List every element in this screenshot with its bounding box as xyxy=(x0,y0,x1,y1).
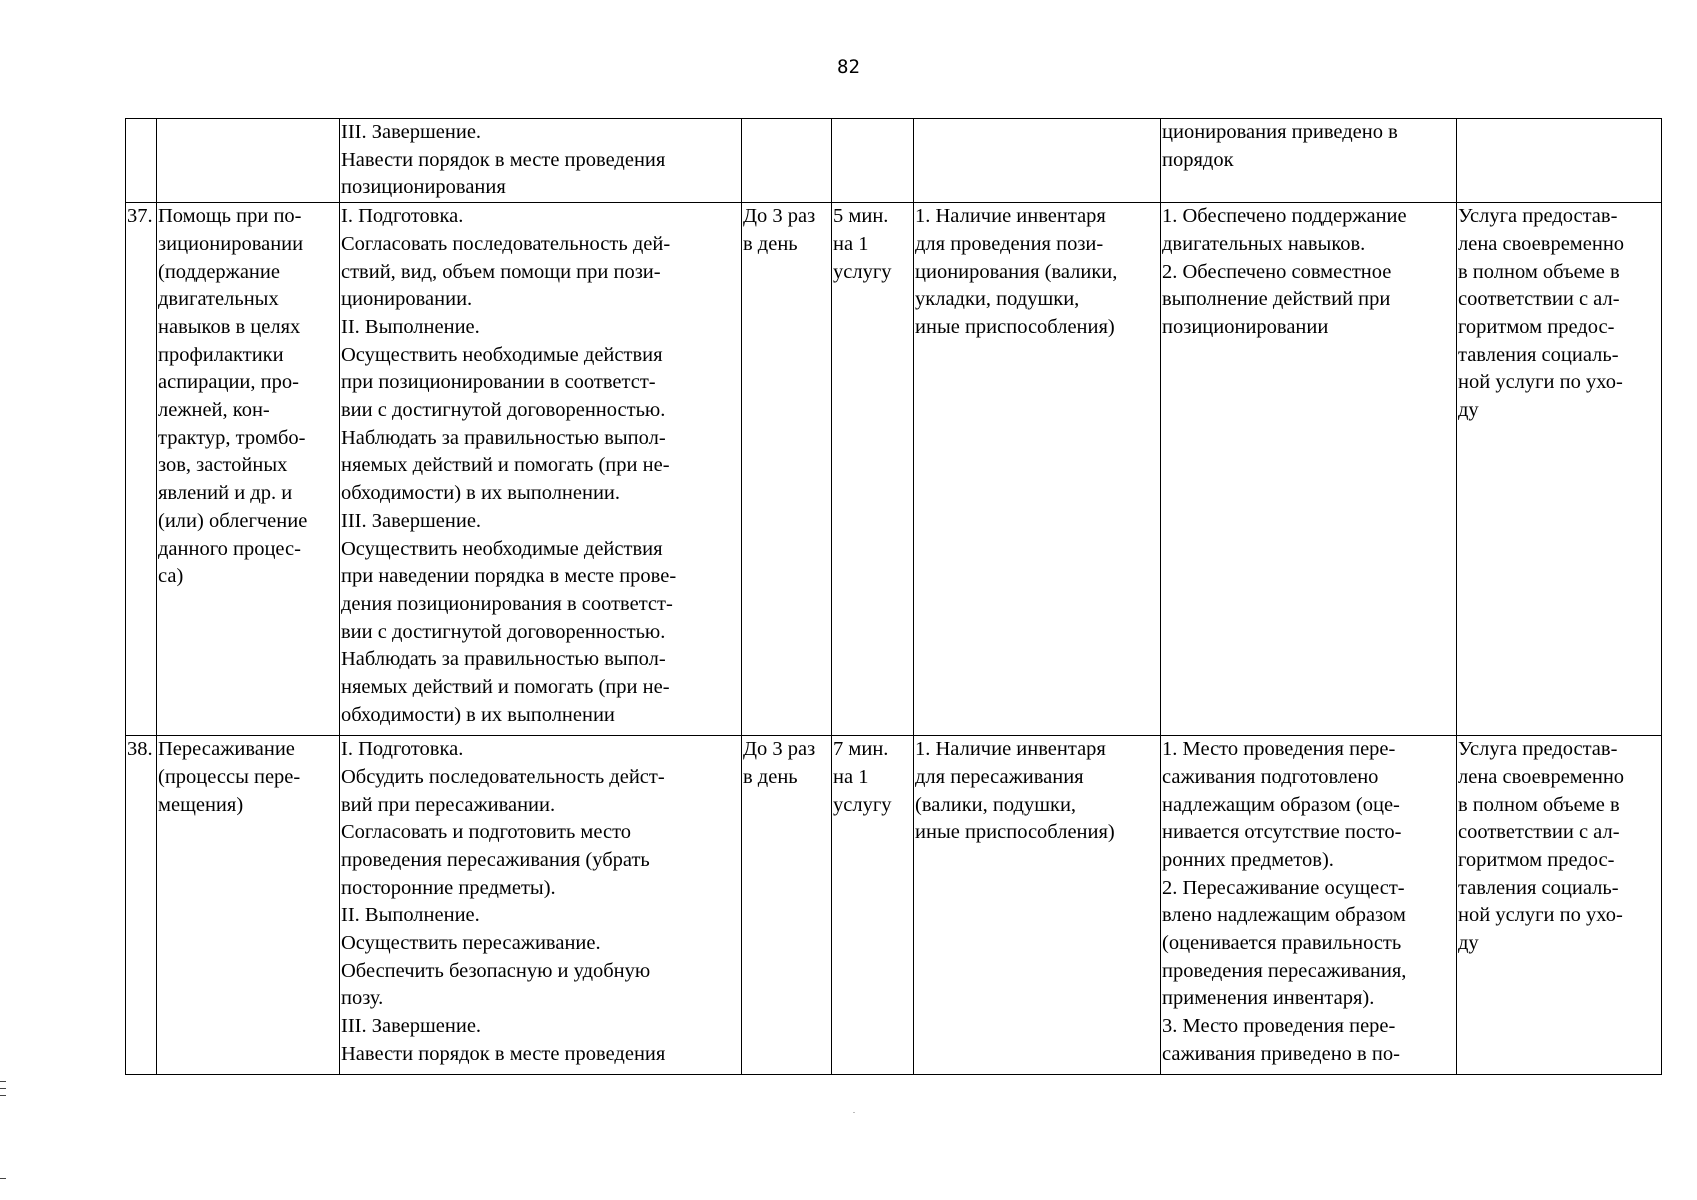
scan-speck xyxy=(853,1112,855,1113)
cell-conditions xyxy=(914,119,1161,203)
cell-service-name: Помощь при по- зиционировании (поддержание двигательных навыков в целях профилактики аспирации, про- лежней, кон- трактур, тромбо- зов, застойных явлений и др. и (или) облегчение данного процес- са) xyxy=(157,203,340,736)
cell-service-name xyxy=(157,119,340,203)
cell-frequency xyxy=(742,119,832,203)
cell-conditions: 1. Наличие инвентаря для проведения пози- ционирования (валики, укладки, подушки, иные приспособления) xyxy=(914,203,1161,736)
scan-edge-mark xyxy=(0,1178,6,1179)
cell-number: 38. xyxy=(126,736,157,1075)
cell-evaluation: Услуга предостав- лена своевременно в полном объеме в соответствии с ал- горитмом предос- тавления социаль- ной услуги по ухо- ду xyxy=(1457,203,1662,736)
table-row xyxy=(126,203,1662,736)
cell-duration: 5 мин. на 1 услугу xyxy=(832,203,914,736)
cell-result: 1. Место проведения пере- саживания подготовлено надлежащим образом (оце- нивается отсутствие посто- ронних предметов). 2. Пересаживание осущест- влено надлежащим образом (оценивается правильность проведения пересаживания, применения инвентаря). 3. Место проведения пере- саживания приведено в по- xyxy=(1161,736,1457,1075)
cell-result: ционирования приведено в порядок xyxy=(1161,119,1457,203)
cell-evaluation xyxy=(1457,119,1662,203)
cell-frequency: До 3 раз в день xyxy=(742,736,832,1075)
cell-service-content: I. Подготовка. Обсудить последовательность дейст- вий при пересаживании. Согласовать и подготовить место проведения пересаживания (убрать посторонние предметы). II. Выполнение. Осуществить пересаживание. Обеспечить безопасную и удобную позу. III. Завершение. Навести порядок в месте проведения xyxy=(340,736,742,1075)
scan-edge-mark xyxy=(0,1081,6,1082)
cell-service-content: I. Подготовка. Согласовать последовательность дей- ствий, вид, объем помощи при пози- ционировании. II. Выполнение. Осуществить необходимые действия при позиционировании в соответст- вии с достигнутой договоренностью. Наблюдать за правильностью выпол- няемых действий и помогать (при не- обходимости) в их выполнении. III. Завершение. Осуществить необходимые действия при наведении порядка в месте прове- дения позиционирования в соответст- вии с достигнутой договоренностью. Наблюдать за правильностью выпол- няемых действий и помогать (при не- обходимости) в их выполнении xyxy=(340,203,742,736)
cell-conditions: 1. Наличие инвентаря для пересаживания (валики, подушки, иные приспособления) xyxy=(914,736,1161,1075)
table-row xyxy=(126,119,1662,203)
cell-evaluation: Услуга предостав- лена своевременно в полном объеме в соответствии с ал- горитмом предос- тавления социаль- ной услуги по ухо- ду xyxy=(1457,736,1662,1075)
cell-duration xyxy=(832,119,914,203)
scan-edge-mark xyxy=(0,1088,6,1089)
cell-frequency: До 3 раз в день xyxy=(742,203,832,736)
cell-number: 37. xyxy=(126,203,157,736)
cell-service-name: Пересаживание (процессы пере- мещения) xyxy=(157,736,340,1075)
cell-duration: 7 мин. на 1 услугу xyxy=(832,736,914,1075)
cell-service-content: III. Завершение. Навести порядок в месте проведения позиционирования xyxy=(340,119,742,203)
table-row xyxy=(126,736,1662,1075)
scan-edge-mark xyxy=(0,1095,6,1096)
cell-number xyxy=(126,119,157,203)
cell-result: 1. Обеспечено поддержание двигательных навыков. 2. Обеспечено совместное выполнение действий при позиционировании xyxy=(1161,203,1457,736)
services-table xyxy=(125,118,1662,1075)
page-number: 82 xyxy=(837,56,860,78)
